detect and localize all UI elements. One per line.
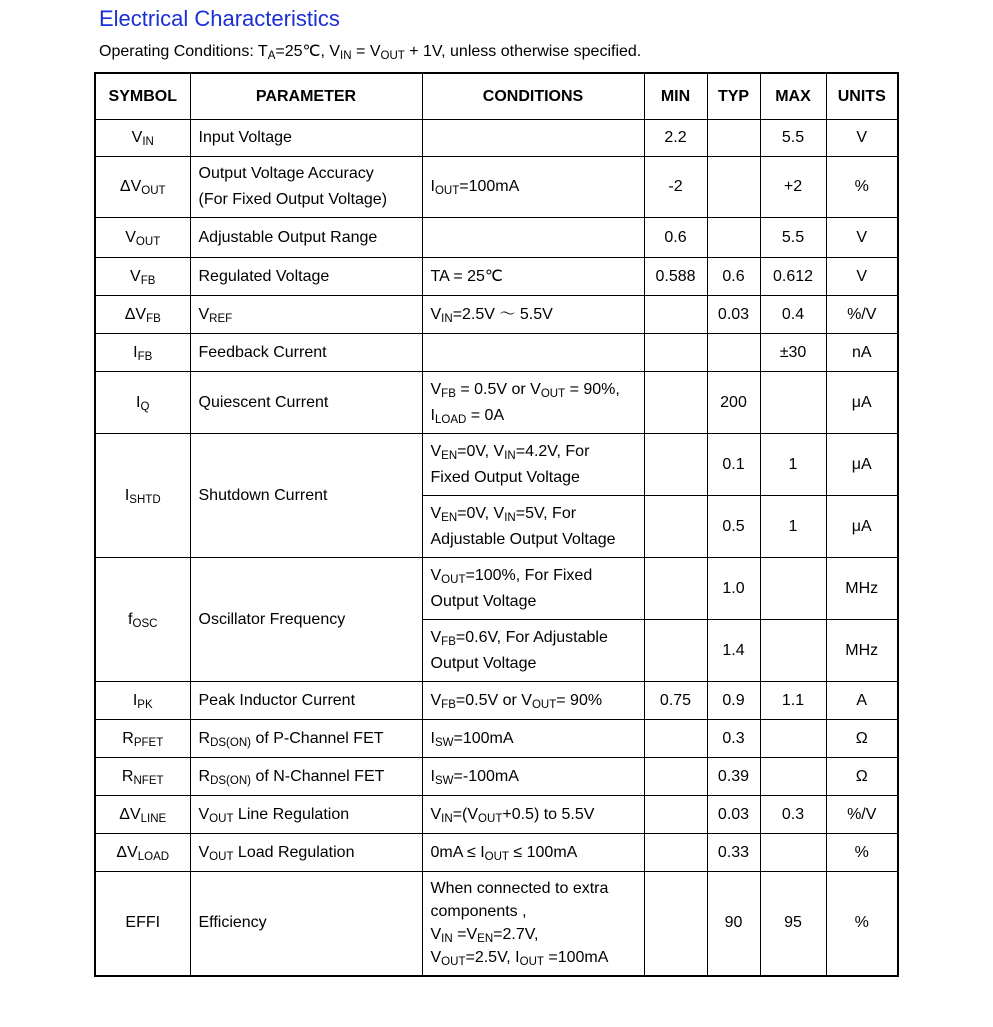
table-row [95, 834, 898, 872]
table-row [95, 872, 898, 976]
typ-cell [707, 120, 760, 157]
max-cell: 1 [760, 496, 826, 558]
max-cell: 5.5 [760, 120, 826, 157]
conditions-cell: $I_{SW}=-100mA$ [422, 758, 644, 796]
units-cell: MHz [826, 620, 898, 682]
max-cell: 1 [760, 434, 826, 496]
conditions-cell: $V_{OUT}=100\%$, For Fixed Output Voltage [422, 558, 644, 620]
symbol-cell: $R_{PFET}$ [95, 720, 190, 758]
parameter-cell: Output Voltage Accuracy (For Fixed Output Voltage) [190, 157, 422, 218]
max-cell: 0.4 [760, 296, 826, 334]
units-cell: μA [826, 496, 898, 558]
max-cell: 95 [760, 872, 826, 976]
header-max: MAX [760, 73, 826, 120]
page-title: Electrical Characteristics [99, 6, 340, 31]
max-cell [760, 372, 826, 434]
max-cell: 1.1 [760, 682, 826, 720]
conditions-cell: $I_{SW}=100mA$ [422, 720, 644, 758]
typ-cell: 0.03 [707, 296, 760, 334]
parameter-cell: $V_{OUT}$ Load Regulation [190, 834, 422, 872]
conditions-cell [422, 120, 644, 157]
table-row [95, 296, 898, 334]
units-cell: % [826, 834, 898, 872]
symbol-cell: $I_Q$ [95, 372, 190, 434]
parameter-cell: Adjustable Output Range [190, 218, 422, 258]
min-cell [644, 372, 707, 434]
header-typ: TYP [707, 73, 760, 120]
table-row [95, 372, 898, 434]
units-cell: V [826, 258, 898, 296]
symbol-cell: $I_{PK}$ [95, 682, 190, 720]
conditions-cell: $I_{OUT}=100mA$ [422, 157, 644, 218]
parameter-cell: $V_{REF}$ [190, 296, 422, 334]
conditions-cell: $V_{IN}=(V_{OUT}+0.5)$ to 5.5V [422, 796, 644, 834]
typ-cell: 1.0 [707, 558, 760, 620]
units-cell: Ω [826, 720, 898, 758]
min-cell [644, 720, 707, 758]
table-row [95, 157, 898, 218]
header-parameter: PARAMETER [190, 73, 422, 120]
typ-cell: 0.39 [707, 758, 760, 796]
typ-cell: 0.03 [707, 796, 760, 834]
parameter-cell: Quiescent Current [190, 372, 422, 434]
max-cell: +2 [760, 157, 826, 218]
table-row [95, 258, 898, 296]
typ-cell: 0.3 [707, 720, 760, 758]
max-cell [760, 834, 826, 872]
conditions-cell: $V_{IN}=2.5V$ ～ 5.5V [422, 296, 644, 334]
min-cell [644, 620, 707, 682]
conditions-cell: $V_{EN}=0V$, $V_{IN}=5V$, For Adjustable Output Voltage [422, 496, 644, 558]
units-cell: nA [826, 334, 898, 372]
min-cell [644, 334, 707, 372]
typ-cell: 90 [707, 872, 760, 976]
min-cell: 0.6 [644, 218, 707, 258]
max-cell [760, 758, 826, 796]
typ-cell [707, 218, 760, 258]
conditions-cell: $V_{FB}=0.5V$ or $V_{OUT}= 90\%$ [422, 682, 644, 720]
table-row [95, 796, 898, 834]
table-row [95, 758, 898, 796]
conditions-cell [422, 334, 644, 372]
units-cell: % [826, 872, 898, 976]
min-cell [644, 834, 707, 872]
units-cell: MHz [826, 558, 898, 620]
conditions-cell: TA = 25℃ [422, 258, 644, 296]
conditions-cell: $V_{EN}=0V$, $V_{IN}=4.2V$, For Fixed Output Voltage [422, 434, 644, 496]
units-cell: μA [826, 372, 898, 434]
symbol-cell: $I_{FB}$ [95, 334, 190, 372]
symbol-cell: EFFI [95, 872, 190, 976]
header-row [95, 73, 898, 120]
table-row [95, 218, 898, 258]
symbol-cell: $f_{OSC}$ [95, 558, 190, 682]
parameter-cell: Shutdown Current [190, 434, 422, 558]
units-cell: %/V [826, 796, 898, 834]
table-row [95, 720, 898, 758]
conditions-cell: $0mA \le I_{OUT} \le 100mA$ [422, 834, 644, 872]
typ-cell: 0.33 [707, 834, 760, 872]
min-cell [644, 558, 707, 620]
min-cell [644, 296, 707, 334]
typ-cell: 200 [707, 372, 760, 434]
operating-conditions: Operating Conditions: $T_A=25℃$, $V_{IN} = V_{OUT} + 1V$, unless otherwise specified. [99, 43, 642, 62]
typ-cell [707, 157, 760, 218]
electrical-characteristics-table [94, 72, 899, 977]
min-cell [644, 434, 707, 496]
symbol-cell: $\Delta V_{LOAD}$ [95, 834, 190, 872]
symbol-cell: $V_{OUT}$ [95, 218, 190, 258]
units-cell: V [826, 120, 898, 157]
max-cell: 5.5 [760, 218, 826, 258]
table-row [95, 434, 898, 496]
units-cell: V [826, 218, 898, 258]
max-cell: 0.612 [760, 258, 826, 296]
parameter-cell: $R_{DS(ON)}$ of N-Channel FET [190, 758, 422, 796]
units-cell: μA [826, 434, 898, 496]
conditions-cell [422, 218, 644, 258]
min-cell: -2 [644, 157, 707, 218]
parameter-cell: Oscillator Frequency [190, 558, 422, 682]
min-cell: 0.75 [644, 682, 707, 720]
symbol-cell: $\Delta V_{OUT}$ [95, 157, 190, 218]
max-cell: ±30 [760, 334, 826, 372]
conditions-cell: When connected to extra components , $V_{IN} =V_{EN}=2.7V$, $V_{OUT}=2.5V$, $I_{OUT} =100mA$ [422, 872, 644, 976]
table-row [95, 558, 898, 620]
parameter-cell: Feedback Current [190, 334, 422, 372]
conditions-cell: $V_{FB} = 0.5V$ or $V_{OUT} = 90\%$, $I_{LOAD} = 0A$ [422, 372, 644, 434]
typ-cell: 0.9 [707, 682, 760, 720]
parameter-cell: Efficiency [190, 872, 422, 976]
units-cell: % [826, 157, 898, 218]
units-cell: A [826, 682, 898, 720]
min-cell [644, 872, 707, 976]
table-row [95, 334, 898, 372]
typ-cell [707, 334, 760, 372]
min-cell: 2.2 [644, 120, 707, 157]
typ-cell: 0.5 [707, 496, 760, 558]
symbol-cell: $R_{NFET}$ [95, 758, 190, 796]
parameter-cell: $V_{OUT}$ Line Regulation [190, 796, 422, 834]
symbol-cell: $V_{FB}$ [95, 258, 190, 296]
table-row [95, 682, 898, 720]
symbol-cell: $V_{IN}$ [95, 120, 190, 157]
parameter-cell: Input Voltage [190, 120, 422, 157]
max-cell: 0.3 [760, 796, 826, 834]
typ-cell: 0.6 [707, 258, 760, 296]
table-row [95, 120, 898, 157]
parameter-cell: $R_{DS(ON)}$ of P-Channel FET [190, 720, 422, 758]
max-cell [760, 720, 826, 758]
conditions-cell: $V_{FB}=0.6V$, For Adjustable Output Voltage [422, 620, 644, 682]
units-cell: Ω [826, 758, 898, 796]
header-conditions: CONDITIONS [422, 73, 644, 120]
units-cell: %/V [826, 296, 898, 334]
min-cell [644, 796, 707, 834]
max-cell [760, 558, 826, 620]
typ-cell: 1.4 [707, 620, 760, 682]
header-symbol: SYMBOL [95, 73, 190, 120]
min-cell [644, 758, 707, 796]
max-cell [760, 620, 826, 682]
typ-cell: 0.1 [707, 434, 760, 496]
symbol-cell: $I_{SHTD}$ [95, 434, 190, 558]
min-cell: 0.588 [644, 258, 707, 296]
parameter-cell: Regulated Voltage [190, 258, 422, 296]
header-units: UNITS [826, 73, 898, 120]
symbol-cell: $\Delta V_{LINE}$ [95, 796, 190, 834]
min-cell [644, 496, 707, 558]
symbol-cell: $\Delta V_{FB}$ [95, 296, 190, 334]
header-min: MIN [644, 73, 707, 120]
parameter-cell: Peak Inductor Current [190, 682, 422, 720]
